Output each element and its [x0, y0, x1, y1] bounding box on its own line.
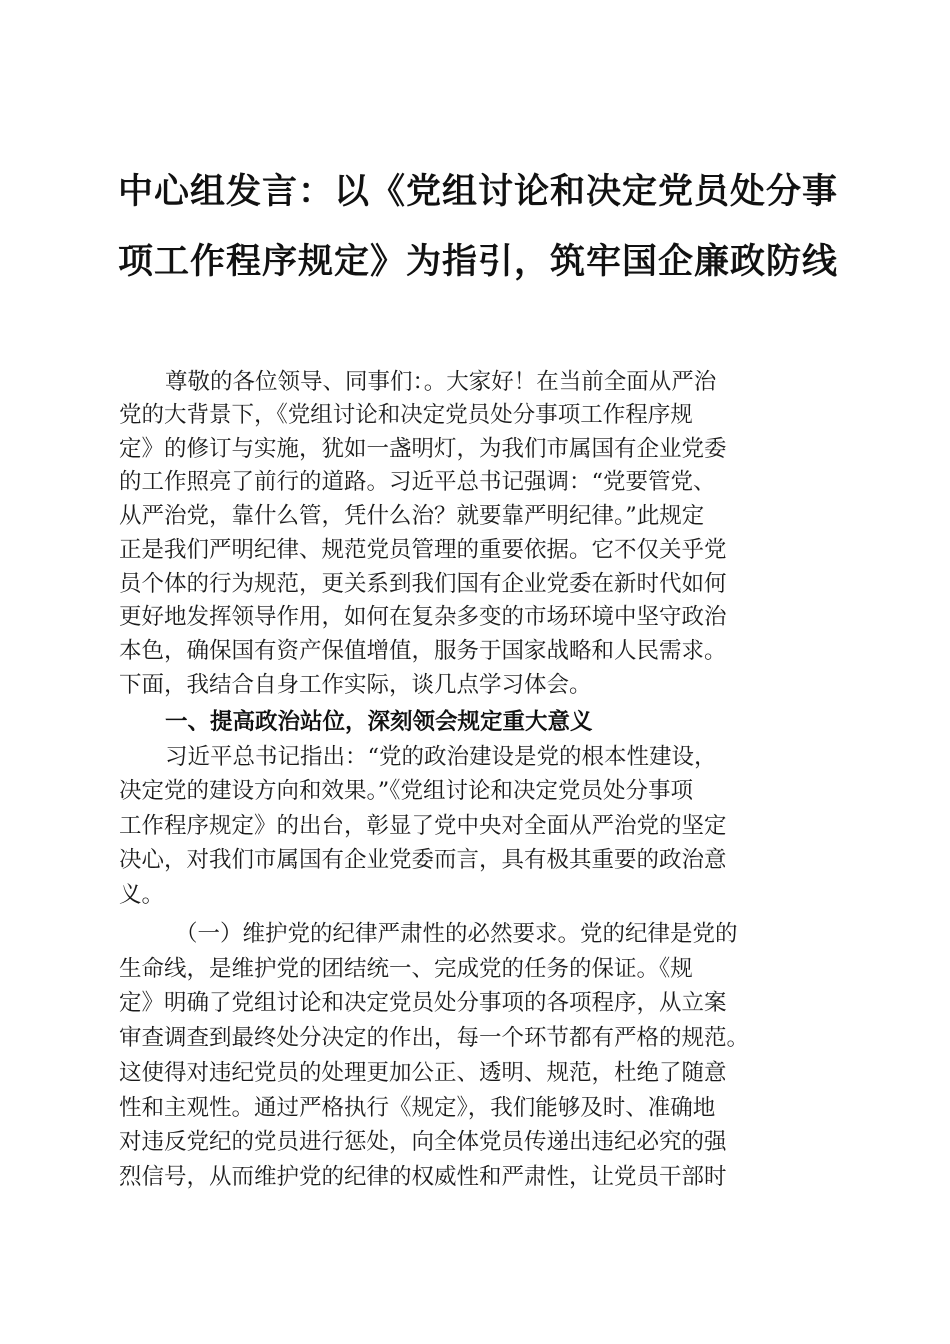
paragraph-1-line: 员个体的行为规范，更关系到我们国有企业党委在新时代如何: [119, 571, 727, 597]
paragraph-1-line: 正是我们严明纪律、规范党员管理的重要依据。它不仅关乎党: [119, 537, 727, 563]
paragraph-3-first-line: [175, 921, 738, 947]
paragraph-1-line: 尊敬的各位领导、同事们：。大家好！在当前全面从严治: [165, 369, 717, 395]
paragraph-1-line: 更好地发挥领导作用，如何在复杂多变的市场环境中坚守政治: [119, 604, 727, 630]
paragraph-3-line: 这使得对违纪党员的处理更加公正、透明、规范，杜绝了随意: [119, 1060, 727, 1086]
paragraph-2-line: 义。: [119, 882, 165, 908]
paragraph-3-first-rest: 党的纪律是党的: [580, 921, 738, 947]
paragraph-1-line: 从严治党，靠什么管，凭什么治？就要靠严明纪律。”此规定: [119, 503, 705, 529]
paragraph-3-line: 烈信号，从而维护党的纪律的权威性和严肃性，让党员干部时: [119, 1164, 727, 1190]
paragraph-2-line: 工作程序规定》的出台，彰显了党中央对全面从严治党的坚定: [119, 813, 727, 839]
paragraph-1-line: 本色，确保国有资产保值增值，服务于国家战略和人民需求。: [119, 638, 727, 664]
paragraph-1-line: 党的大背景下，《党组讨论和决定党员处分事项工作程序规: [119, 402, 693, 428]
paragraph-3-line: 性和主观性。通过严格执行《规定》，我们能够及时、准确地: [119, 1095, 716, 1121]
paragraph-3-line: 对违反党纪的党员进行惩处，向全体党员传递出违纪必究的强: [119, 1129, 727, 1155]
paragraph-2-line: 决心，对我们市属国有企业党委而言，具有极其重要的政治意: [119, 847, 727, 873]
paragraph-2-line: 习近平总书记指出：“党的政治建设是党的根本性建设，: [165, 744, 717, 770]
paragraph-3-line: 定》明确了党组讨论和决定党员处分事项的各项程序，从立案: [119, 990, 727, 1016]
paragraph-1-line: 定》的修订与实施，犹如一盏明灯，为我们市属国有企业党委: [119, 436, 727, 462]
paragraph-1-line: 的工作照亮了前行的道路。习近平总书记强调：“党要管党、: [119, 469, 716, 495]
paragraph-3-line: 生命线，是维护党的团结统一、完成党的任务的保证。《规: [119, 956, 693, 982]
subsection-lead: （一）维护党的纪律严肃性的必然要求。: [175, 921, 581, 947]
document-title-line-2: 项工作程序规定》为指引，筑牢国企廉政防线: [118, 242, 839, 282]
paragraph-1-line: 下面，我结合自身工作实际，谈几点学习体会。: [119, 672, 592, 698]
section-heading-1: 一、提高政治站位，深刻领会规定重大意义: [165, 709, 593, 735]
paragraph-2-line: 决定党的建设方向和效果。”《党组讨论和决定党员处分事项: [119, 778, 694, 804]
paragraph-3-line: 审查调查到最终处分决定的作出，每一个环节都有严格的规范。: [119, 1025, 750, 1051]
document-title-line-1: 中心组发言：以《党组讨论和决定党员处分事: [118, 172, 839, 212]
